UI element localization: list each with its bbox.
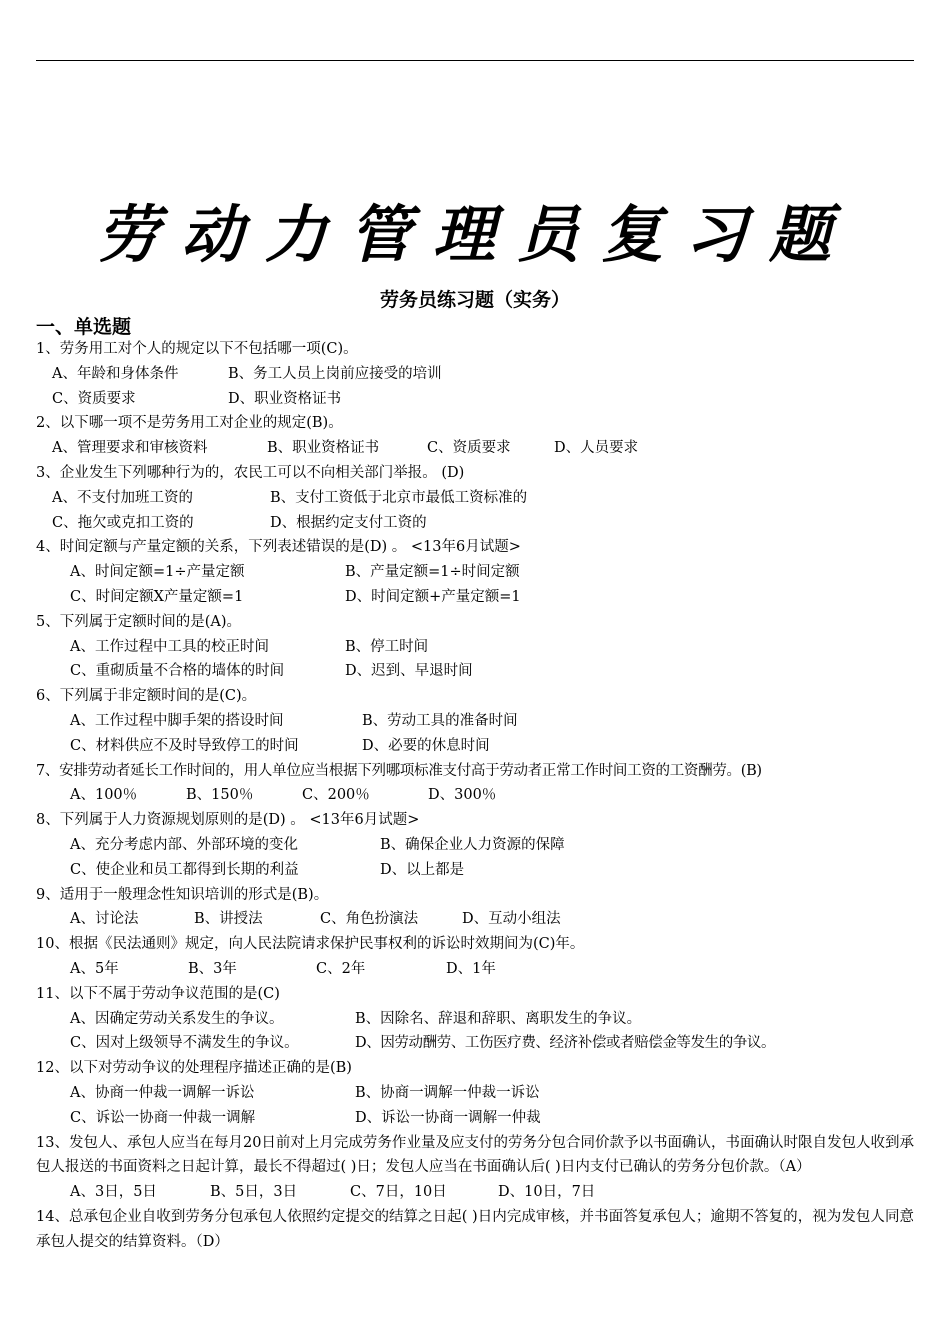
question-stem: 12、以下对劳动争议的处理程序描述正确的是(B)	[36, 1060, 352, 1077]
question-stem: 14、总承包企业自收到劳务分包承包人依照约定提交的结算之日起( )日内完成审核，并书面答复承包人；逾期不答复的，视为发包人同意承包人提交的结算资料。（D）	[36, 1208, 914, 1250]
option: A、讨论法	[70, 911, 139, 928]
option-row	[36, 585, 914, 610]
option: B、务工人员上岗前应接受的培训	[228, 365, 442, 382]
option: D、因劳动酬劳、工伤医疗费、经济补偿或者赔偿金等发生的争议。	[355, 1035, 776, 1052]
option: C、材料供应不及时导致停工的时间	[70, 737, 299, 754]
option: A、因确定劳动关系发生的争议。	[70, 1010, 284, 1027]
option: B、停工时间	[345, 638, 429, 655]
option-row	[36, 387, 914, 412]
option-row	[36, 1180, 914, 1205]
option: B、协商一调解一仲裁一诉讼	[355, 1084, 540, 1101]
option-row	[36, 1081, 914, 1106]
option-row	[36, 436, 914, 461]
option-row	[36, 858, 914, 883]
option: A、管理要求和审核资料	[52, 440, 208, 457]
option: B、150％	[186, 787, 254, 804]
option: A、年龄和身体条件	[52, 365, 179, 382]
option: C、2年	[316, 960, 366, 977]
option-row	[36, 511, 914, 536]
option-row	[36, 1106, 914, 1131]
option: C、资质要求	[52, 390, 136, 407]
option: C、资质要求	[427, 440, 511, 457]
option: D、互动小组法	[462, 911, 561, 928]
header-rule	[36, 60, 914, 61]
option: B、确保企业人力资源的保障	[380, 836, 565, 853]
option: C、角色扮演法	[320, 911, 419, 928]
option: B、劳动工具的准备时间	[362, 712, 518, 729]
option-row	[36, 635, 914, 660]
option: D、以上都是	[380, 861, 465, 878]
question-stem: 1、劳务用工对个人的规定以下不包括哪一项(C)。	[36, 341, 358, 357]
option: A、5年	[70, 960, 119, 977]
option-row	[36, 709, 914, 734]
option: D、10日，7日	[498, 1184, 596, 1201]
option: B、讲授法	[194, 911, 263, 928]
document-title: 劳动力管理员复习题	[96, 198, 853, 271]
option: D、时间定额+产量定额=1	[345, 588, 521, 605]
option: C、7日，10日	[350, 1184, 447, 1201]
option: D、必要的休息时间	[362, 737, 490, 754]
option: A、工作过程中工具的校正时间	[70, 638, 269, 655]
option-row	[36, 362, 914, 387]
question-stem: 7、安排劳动者延长工作时间的，用人单位应当根据下列哪项标准支付高于劳动者正常工作时间工资的工资酬劳。(B)	[36, 762, 762, 779]
option: A、时间定额=1÷产量定额	[70, 564, 245, 581]
document-subtitle: 劳务员练习题（实务）	[379, 289, 570, 311]
question-stem: 11、以下不属于劳动争议范围的是(C)	[36, 985, 280, 1002]
option-row	[36, 486, 914, 511]
question-stem: 4、时间定额与产量定额的关系，下列表述错误的是(D) 。 <13年6月试题>	[36, 539, 521, 556]
option: A、协商一仲裁一调解一诉讼	[70, 1084, 255, 1101]
option-row	[36, 957, 914, 982]
option-row	[36, 659, 914, 684]
option: B、产量定额=1÷时间定额	[345, 564, 520, 581]
option: A、100％	[70, 787, 138, 804]
option: B、职业资格证书	[267, 440, 380, 457]
option: C、使企业和员工都得到长期的利益	[70, 861, 299, 878]
option: B、3年	[188, 960, 237, 977]
option: D、职业资格证书	[228, 390, 342, 407]
question-stem: 2、以下哪一项不是劳务用工对企业的规定(B)。	[36, 415, 343, 432]
option: C、时间定额X产量定额=1	[70, 588, 244, 605]
option: D、根据约定支付工资的	[270, 514, 427, 531]
option: A、不支付加班工资的	[52, 489, 193, 506]
option-row	[36, 1031, 914, 1056]
question-list	[36, 337, 914, 1254]
option: C、200％	[302, 787, 370, 804]
option: A、充分考虑内部、外部环境的变化	[70, 836, 298, 853]
option: C、拖欠或克扣工资的	[52, 514, 194, 531]
option: C、因对上级领导不满发生的争议。	[70, 1035, 299, 1052]
option: D、迟到、早退时间	[345, 663, 473, 680]
option: C、诉讼一协商一仲裁一调解	[70, 1109, 256, 1126]
option: A、工作过程中脚手架的搭设时间	[70, 712, 284, 729]
option: C、重砌质量不合格的墙体的时间	[70, 663, 285, 680]
question-stem: 13、发包人、承包人应当在每月20日前对上月完成劳务作业量及应支付的劳务分包合同价款予以书面确认，书面确认时限自发包人收到承包人报送的书面资料之日起计算，最长不得超过( )日；发包人应当在书面确认后( )日内支付已确认的劳务分包价款。（A）	[36, 1134, 914, 1176]
option: B、因除名、辞退和辞职、离职发生的争议。	[355, 1010, 642, 1027]
option-row	[36, 560, 914, 585]
option: D、1年	[446, 960, 496, 977]
option-row	[36, 833, 914, 858]
question-stem: 9、适用于一般理念性知识培训的形式是(B)。	[36, 886, 329, 903]
option: B、5日，3日	[210, 1184, 298, 1201]
question-stem: 8、下列属于人力资源规划原则的是(D) 。 <13年6月试题>	[36, 812, 420, 829]
option-row	[36, 907, 914, 932]
option-row	[36, 734, 914, 759]
option: D、人员要求	[554, 440, 639, 457]
question-stem: 3、企业发生下列哪种行为的，农民工可以不向相关部门举报。 (D)	[36, 464, 465, 481]
question-stem: 10、根据《民法通则》规定，向人民法院请求保护民事权利的诉讼时效期间为(C)年。	[36, 936, 585, 953]
question-stem: 5、下列属于定额时间的是(A)。	[36, 613, 242, 630]
option: B、支付工资低于北京市最低工资标准的	[270, 489, 528, 506]
option-row	[36, 783, 914, 808]
section-heading: 一、单选题	[36, 316, 132, 338]
option: D、300％	[428, 787, 497, 804]
question-stem: 6、下列属于非定额时间的是(C)。	[36, 688, 257, 705]
option: A、3日，5日	[70, 1184, 157, 1201]
option: D、诉讼一协商一调解一仲裁	[355, 1109, 541, 1126]
option-row	[36, 1007, 914, 1032]
